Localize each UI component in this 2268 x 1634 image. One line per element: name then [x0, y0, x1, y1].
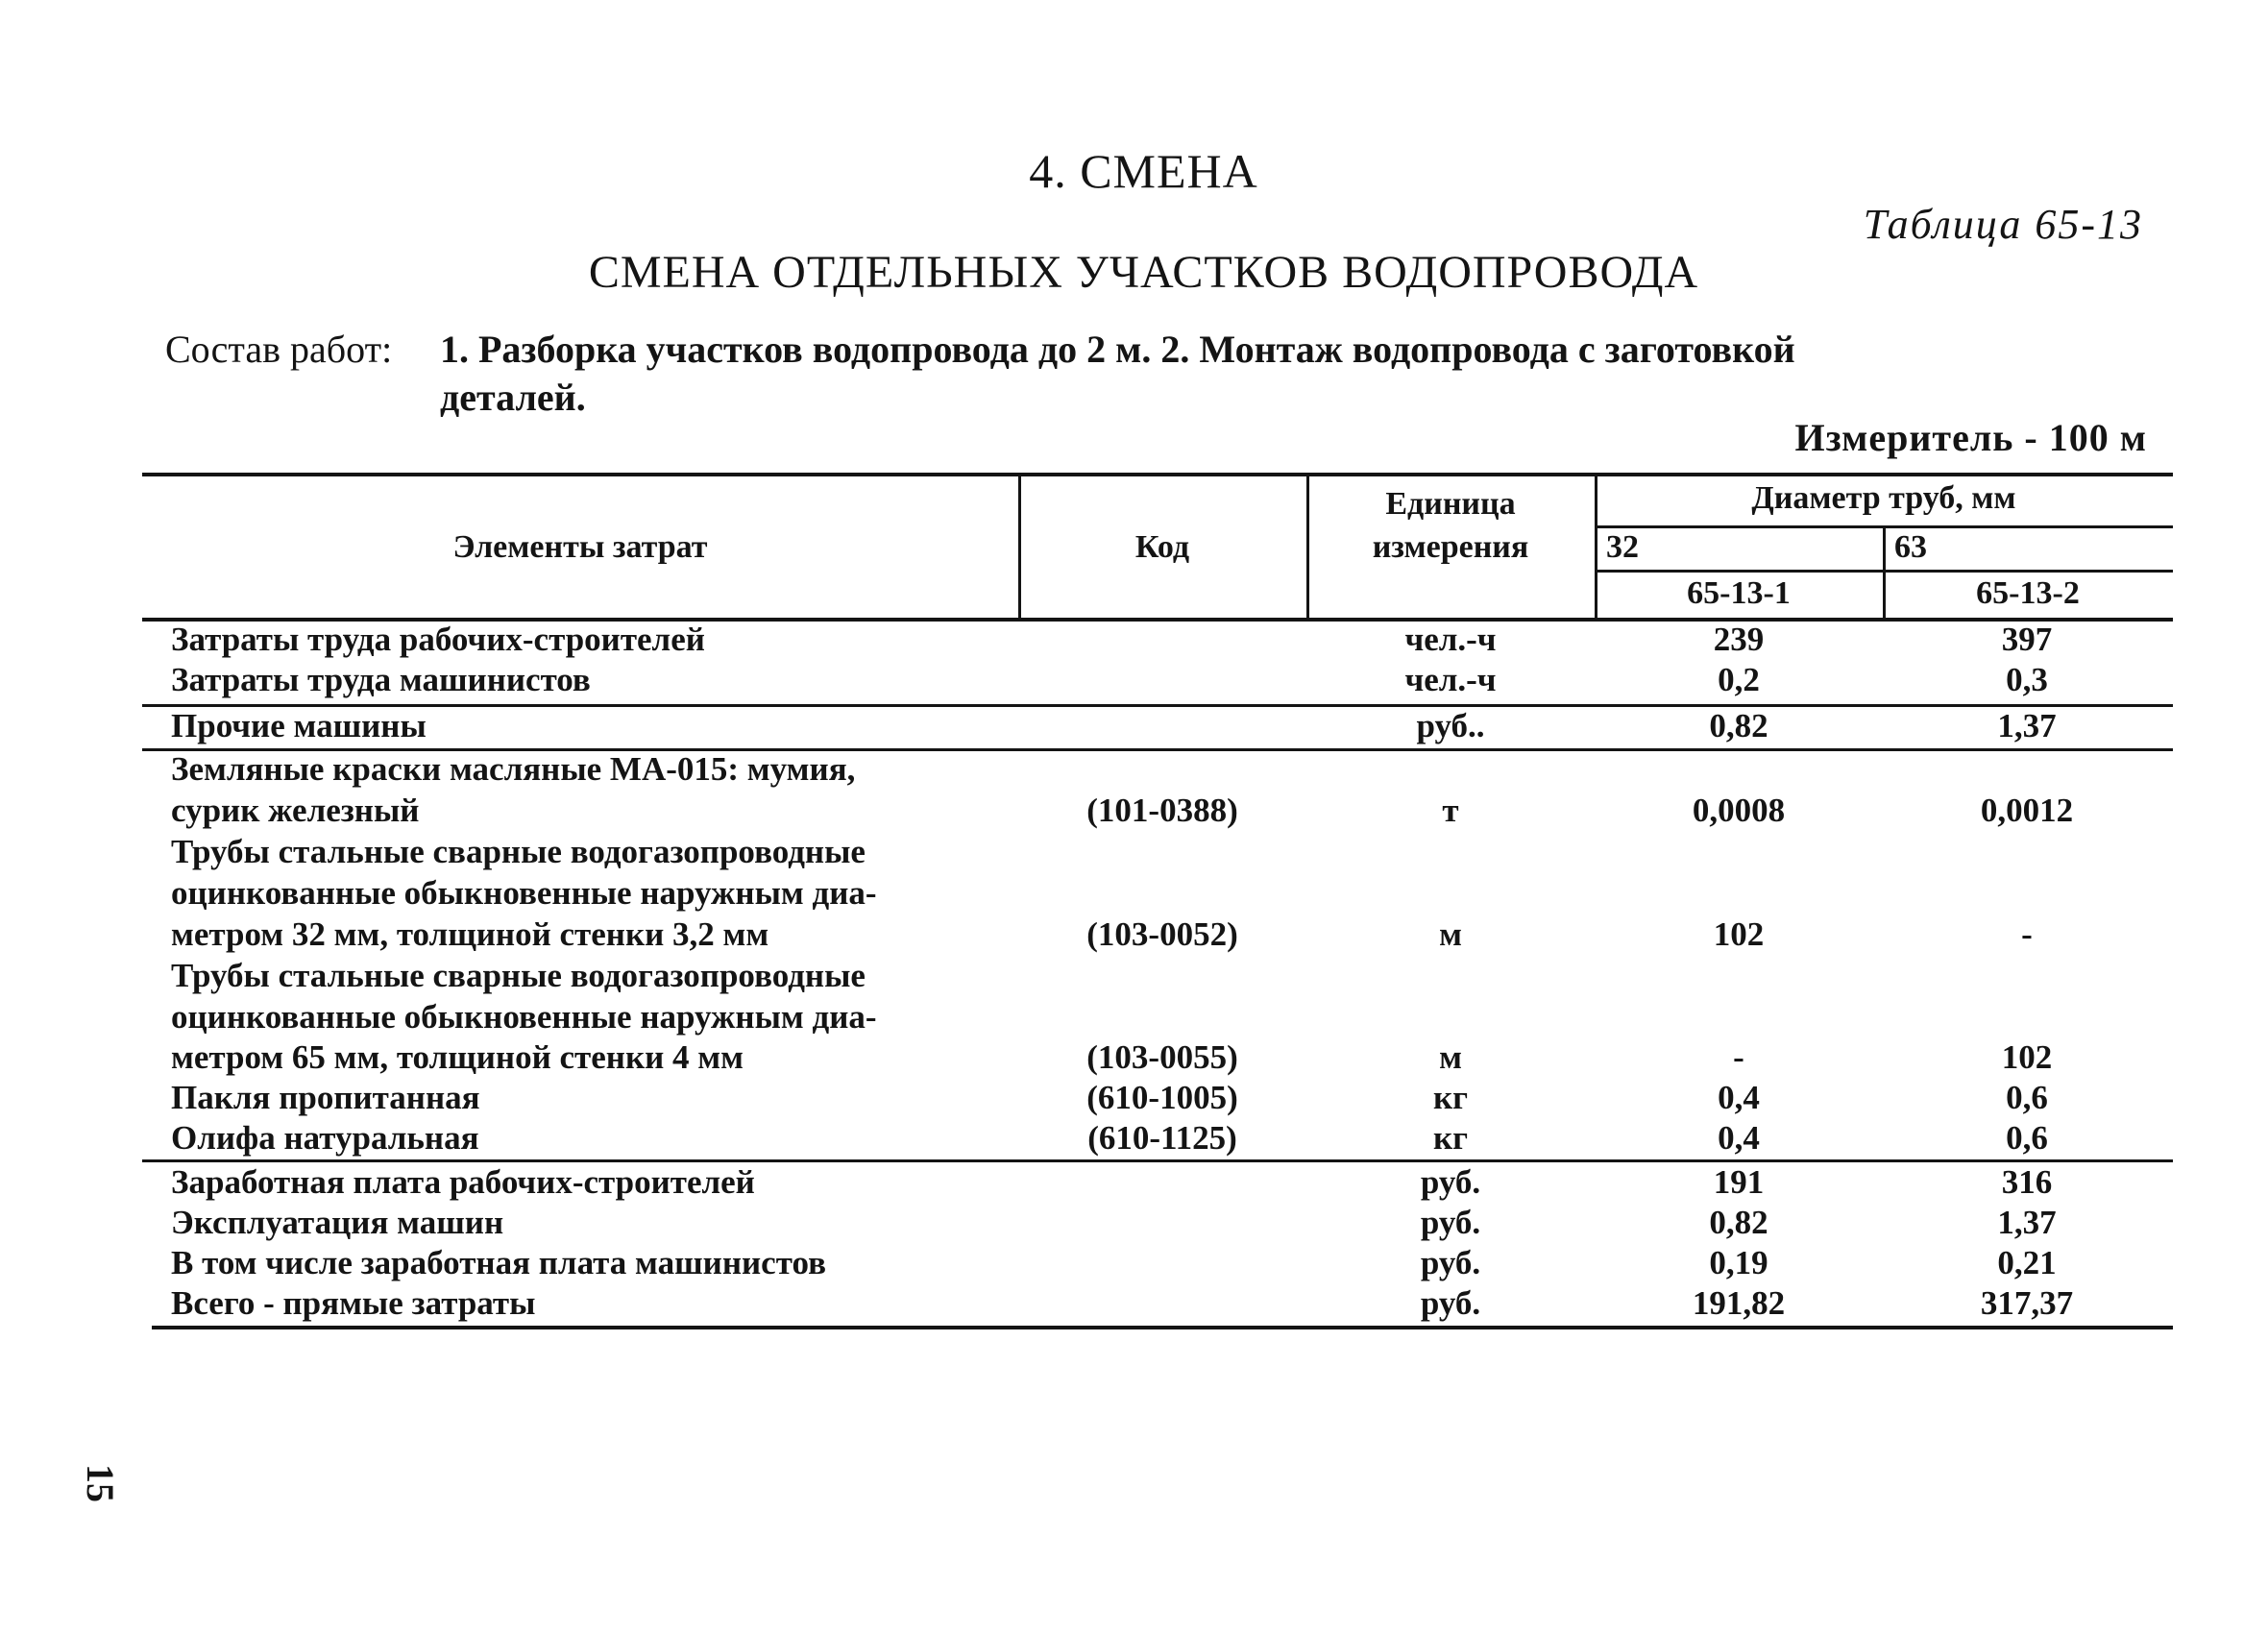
table-row-3-v2: 0,0012 — [1980, 792, 2074, 829]
table-row-7-v2: 0,6 — [2006, 1119, 2048, 1157]
table-row-0-v1: 239 — [1713, 621, 1765, 658]
table-row-7-unit: кг — [1432, 1119, 1469, 1157]
table-row-3-unit: т — [1442, 792, 1459, 829]
page-number: 15 — [79, 1464, 122, 1502]
header-col2: 65-13-2 — [1976, 575, 2080, 611]
table-row-6-code: (610-1005) — [1086, 1079, 1238, 1116]
table-row-7-v1: 0,4 — [1718, 1119, 1760, 1157]
table-row-5-name-line-2: оцинкованные обыкновенные наружным диа- — [171, 998, 877, 1036]
table-row-9-v1: 0,82 — [1709, 1204, 1768, 1241]
table-row-10-v1: 0,19 — [1709, 1244, 1768, 1281]
header-elements: Элементы затрат — [452, 529, 708, 565]
table-row-0-unit: чел.-ч — [1404, 621, 1497, 658]
work-composition-label: Состав работ: — [165, 328, 393, 371]
header-d2: 63 — [1894, 529, 1927, 565]
section-title: 4. СМЕНА — [1029, 144, 1258, 198]
table-row-10-name: В том числе заработная плата машинистов — [171, 1244, 826, 1281]
table-row-4-code: (103-0052) — [1086, 915, 1238, 953]
table-row-11-v1: 191,82 — [1692, 1284, 1786, 1322]
table-row-2-v1: 0,82 — [1709, 707, 1768, 744]
table-row-3-v1: 0,0008 — [1692, 792, 1786, 829]
table-row-6-name: Пакля пропитанная — [171, 1079, 480, 1116]
table-row-10-unit: руб. — [1420, 1244, 1481, 1281]
table-row-2-unit: руб.. — [1416, 707, 1485, 744]
table-row-5-name-line-1: Трубы стальные сварные водогазопроводные — [171, 957, 866, 994]
table-row-4-name-line-2: оцинкованные обыкновенные наружным диа- — [171, 874, 877, 912]
table-top-rule — [142, 473, 2173, 476]
page-heading: СМЕНА ОТДЕЛЬНЫХ УЧАСТКОВ ВОДОПРОВОДА — [588, 247, 1699, 298]
table-row-11-unit: руб. — [1420, 1284, 1481, 1322]
header-unit-line-1: Единица — [1385, 486, 1516, 522]
header-diameter: Диаметр труб, мм — [1751, 480, 2016, 516]
table-row-2-v2: 1,37 — [1997, 707, 2057, 744]
measure-unit: Измеритель - 100 м — [1794, 416, 2147, 459]
table-row-7-name: Олифа натуральная — [171, 1119, 479, 1157]
table-row-6-v1: 0,4 — [1718, 1079, 1760, 1116]
table-row-7-code: (610-1125) — [1087, 1119, 1237, 1157]
table-row-1-v2: 0,3 — [2006, 661, 2048, 698]
table-row-9-v2: 1,37 — [1997, 1204, 2057, 1241]
table-row-11-name: Всего - прямые затраты — [171, 1284, 536, 1322]
table-row-8-v1: 191 — [1713, 1163, 1765, 1201]
table-row-5-name-line-3: метром 65 мм, толщиной стенки 4 мм — [171, 1038, 744, 1076]
table-row-4-name-line-1: Трубы стальные сварные водогазопроводные — [171, 833, 866, 870]
table-row-4-unit: м — [1439, 915, 1462, 953]
table-row-6-v2: 0,6 — [2006, 1079, 2048, 1116]
table-row-8-unit: руб. — [1420, 1163, 1481, 1201]
table-row-5-unit: м — [1439, 1038, 1462, 1076]
table-row-3-name-line-1: Земляные краски масляные МА-015: мумия, — [171, 750, 856, 788]
table-row-0-v2: 397 — [2001, 621, 2053, 658]
table-row-3-code: (101-0388) — [1086, 792, 1238, 829]
table-row-8-name: Заработная плата рабочих-строителей — [171, 1163, 755, 1201]
table-row-11-v2: 317,37 — [1980, 1284, 2074, 1322]
header-code: Код — [1134, 529, 1190, 565]
table-row-9-unit: руб. — [1420, 1204, 1481, 1241]
table-row-4-name-line-3: метром 32 мм, толщиной стенки 3,2 мм — [171, 915, 769, 953]
table-row-3-name-line-2: сурик железный — [171, 792, 420, 829]
table-row-10-v2: 0,21 — [1997, 1244, 2057, 1281]
table-row-8-v2: 316 — [2001, 1163, 2053, 1201]
table-row-5-v2: 102 — [2001, 1038, 2053, 1076]
table-row-5-v1: - — [1733, 1038, 1744, 1076]
table-row-2-name: Прочие машины — [171, 707, 427, 744]
header-unit-line-2: измерения — [1372, 529, 1529, 565]
table-row-9-name: Эксплуатация машин — [171, 1204, 504, 1241]
table-row-1-name: Затраты труда машинистов — [171, 661, 591, 698]
table-row-0-name: Затраты труда рабочих-строителей — [171, 621, 705, 658]
table-row-4-v2: - — [2021, 915, 2033, 953]
header-col1: 65-13-1 — [1687, 575, 1791, 611]
table-row-6-unit: кг — [1432, 1079, 1469, 1116]
work-composition-line-1: 1. Разборка участков водопровода до 2 м. 2. Монтаж водопровода с заготовкой — [440, 328, 1795, 371]
table-row-4-v1: 102 — [1713, 915, 1765, 953]
work-composition-line-2: деталей. — [440, 376, 586, 419]
header-d1: 32 — [1606, 529, 1639, 565]
table-number: Таблица 65-13 — [1863, 201, 2143, 248]
table-row-1-unit: чел.-ч — [1404, 661, 1497, 698]
table-row-1-v1: 0,2 — [1718, 661, 1760, 698]
table-row-5-code: (103-0055) — [1086, 1038, 1238, 1076]
table-bottom-rule — [152, 1326, 2173, 1329]
